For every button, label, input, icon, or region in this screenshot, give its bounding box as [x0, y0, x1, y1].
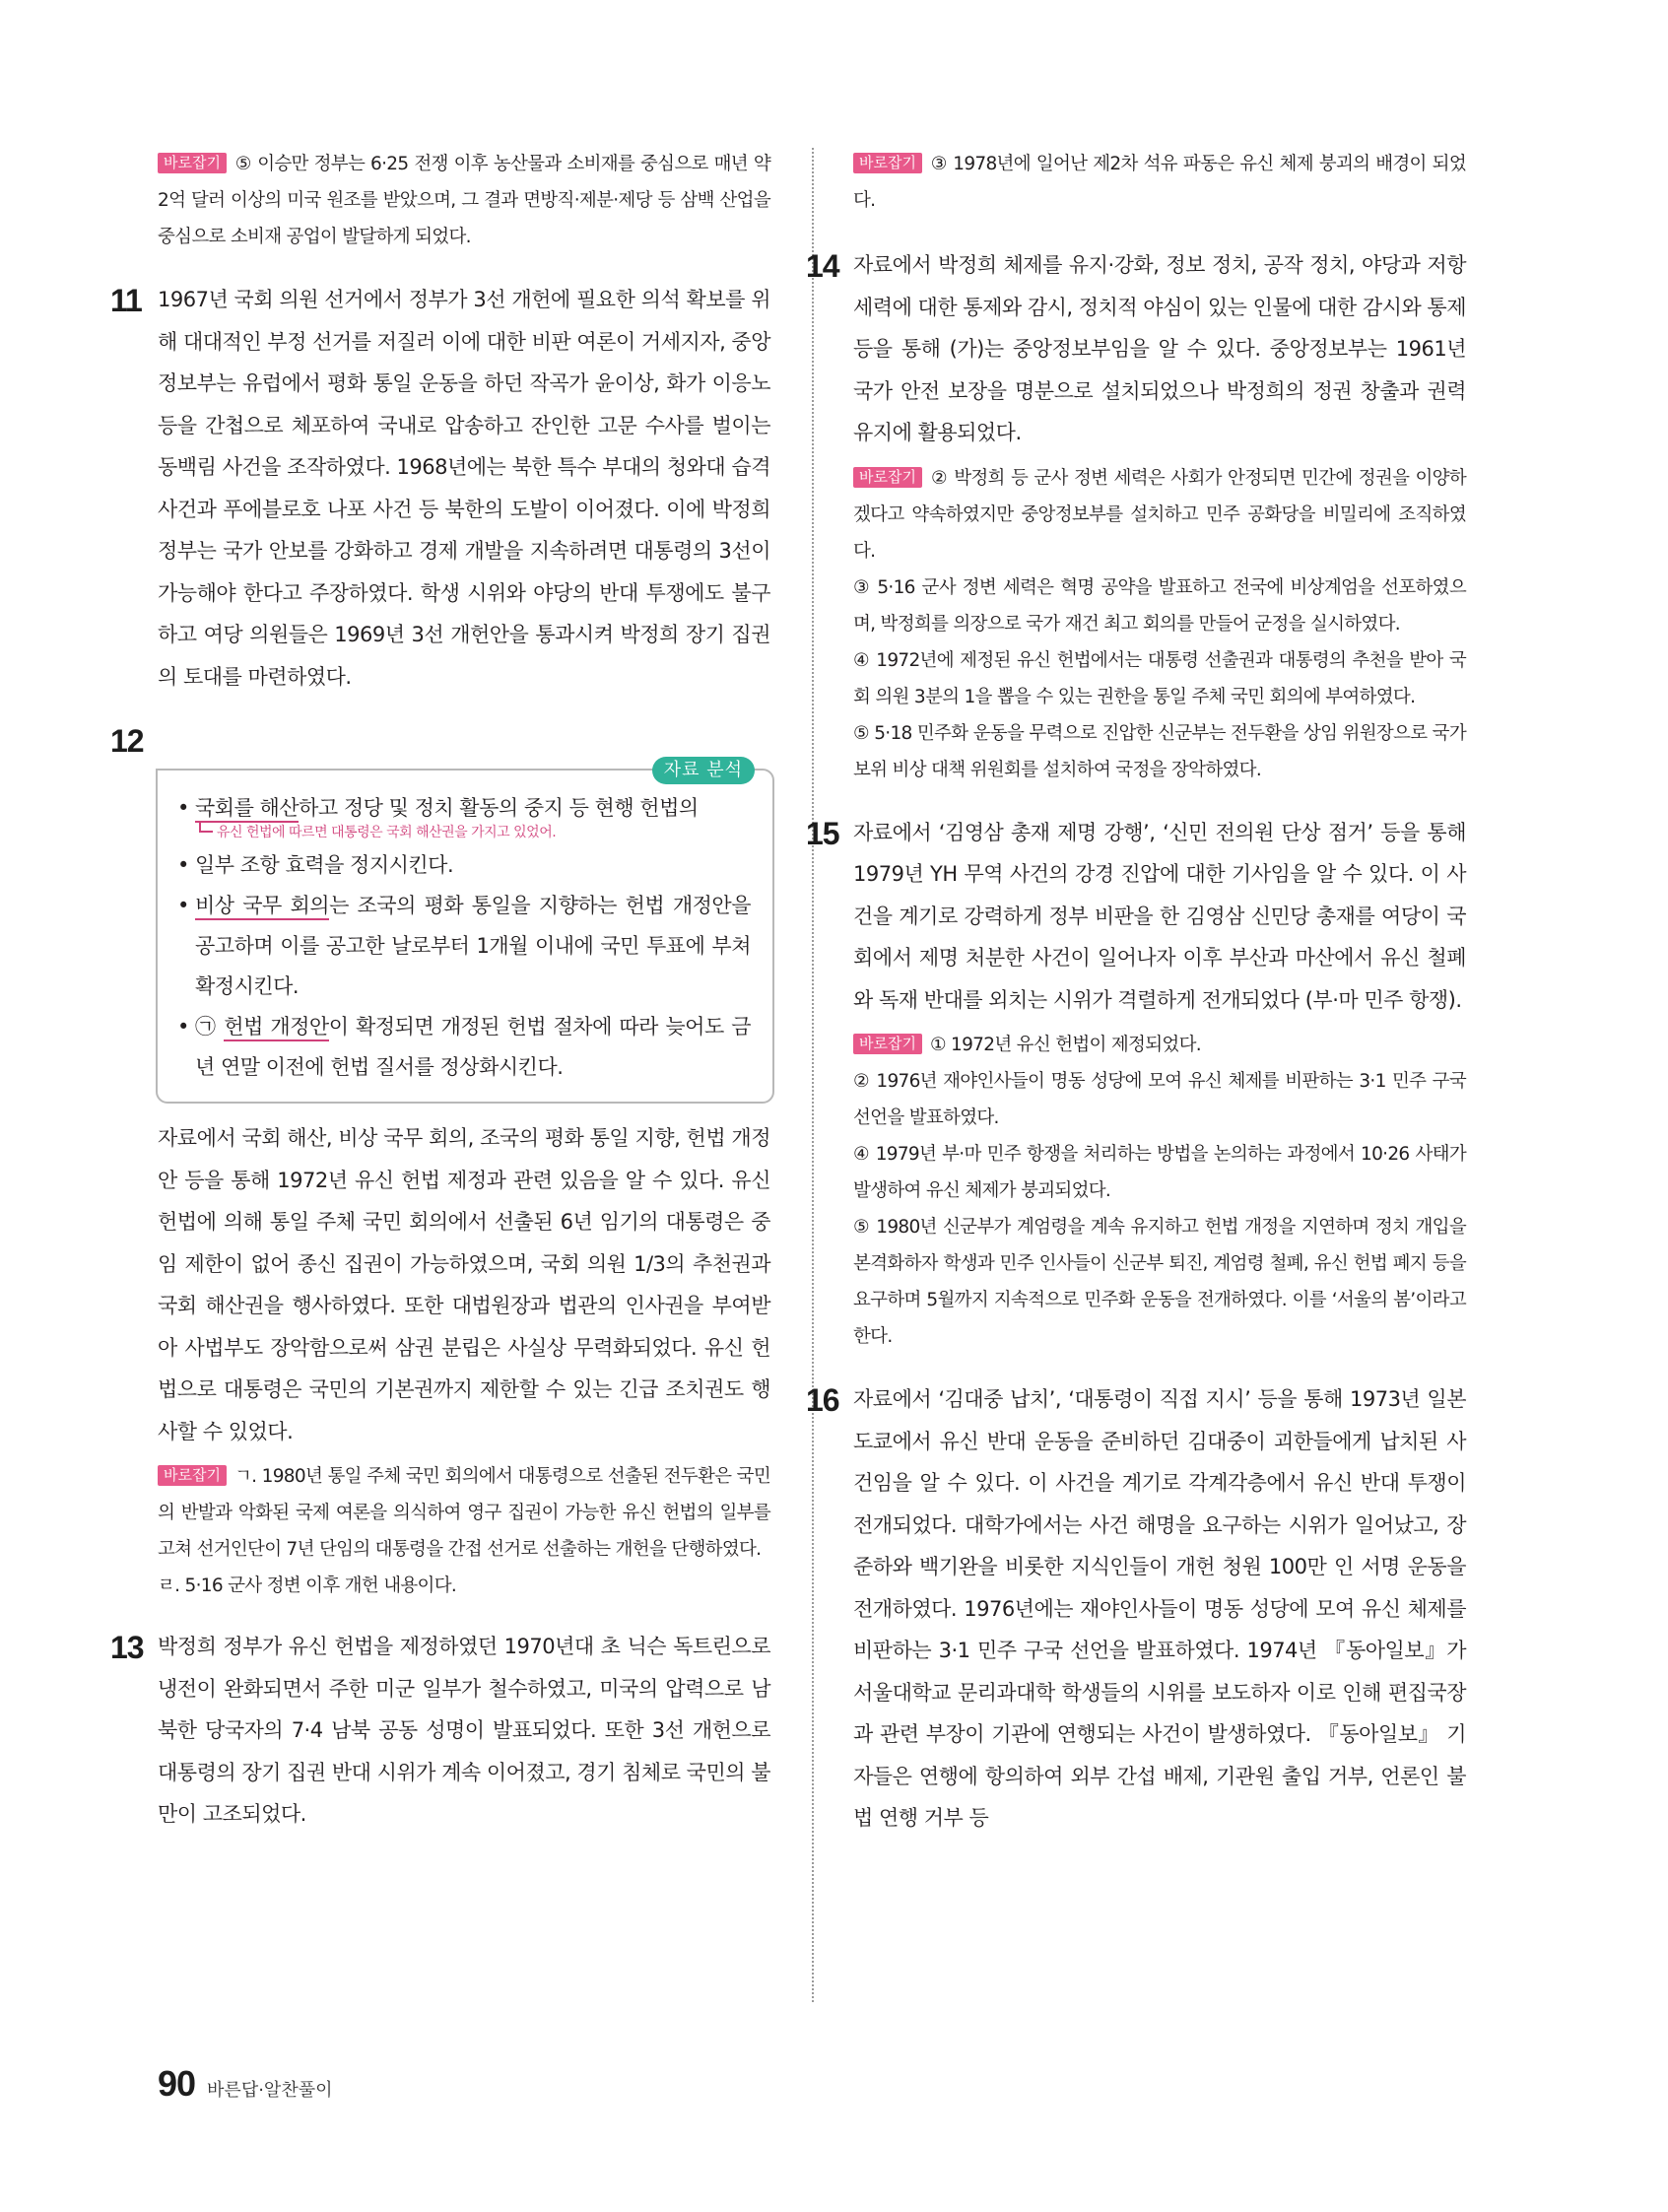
- question-13: [110, 1626, 770, 1836]
- question-15: [806, 812, 1466, 1356]
- solution-q13: [853, 146, 1466, 219]
- bullet-text: 이 확정되면 개정된 헌법 절차에 따라 늦어도 금년 연말 이전에 헌법 질서를 정상화시킨다.: [195, 1015, 752, 1079]
- underline-dissolve-assembly: 국회를 해산: [195, 796, 299, 823]
- question-11: [110, 279, 770, 698]
- question-number: 16: [806, 1382, 839, 1418]
- source-material-box: [156, 760, 774, 1104]
- solution-text: ③ 5·16 군사 정변 세력은 혁명 공약을 발표하고 전국에 비상계엄을 선포하였으며, 박정희를 의장으로 국가 재건 최고 회의를 만들어 군정을 실시하였다.: [853, 576, 1466, 635]
- solution-text: ② 1976년 재야인사들이 명동 성당에 모여 유신 체제를 비판하는 3·1 민주 구국 선언을 발표하였다.: [853, 1071, 1466, 1128]
- page-footer: [158, 2063, 332, 2105]
- bullet-text: 일부 조항 효력을 정지시킨다.: [195, 853, 454, 877]
- handwritten-note: 유신 헌법에 따르면 대통령은 국회 해산권을 가지고 있었어.: [199, 821, 751, 843]
- solution-text: ① 1972년 유신 헌법이 제정되었다.: [929, 1035, 1201, 1055]
- explanation-text: 자료에서 국회 해산, 비상 국무 회의, 조국의 평화 통일 지향, 헌법 개정안 등을 통해 1972년 유신 헌법 제정과 관련 있음을 알 수 있다. 유신 헌법에 의해 통일 주체 국민 회의에서 선출된 6년 임기의 대통령은 중임 제한이 없어 종신 집권이 가능하였으며, 국회 의원 1/3의 추천권과 국회 해산권을 행사하였다. 또한 대법원장과 법관의 인사권을 부여받아 사법부도 장악함으로써 삼권 분립은 사실상 무력화되었다. 유신 헌법으로 대통령은 국민의 기본권까지 제한할 수 있는 긴급 조치권도 행사할 수 있었다.: [158, 1126, 770, 1443]
- bullet-text: 는 조국의 평화 통일을 지향하는 헌법 개정안을 공고하며 이를 공고한 날로부터 1개월 이내에 국민 투표에 부쳐 확정시킨다.: [195, 894, 751, 998]
- explanation-text: 박정희 정부가 유신 헌법을 제정하였던 1970년대 초 닉슨 독트린으로 냉전이 완화되면서 주한 미군 일부가 철수하였고, 미국의 압력으로 남북한 당국자의 7·4 남북 공동 성명이 발표되었다. 또한 3선 개헌으로 대통령의 장기 집권 반대 시위가 계속 이어졌고, 경기 침체로 국민의 불만이 고조되었다.: [158, 1635, 770, 1826]
- solution-text: ④ 1979년 부·마 민주 항쟁을 처리하는 방법을 논의하는 과정에서 10·26 사태가 발생하여 유신 체제가 붕괴되었다.: [853, 1144, 1466, 1201]
- solution-text: ② 박정희 등 군사 정변 세력은 사회가 안정되면 민간에 정권을 이양하겠다고 약속하였지만 중앙정보부를 설치하고 민주 공화당을 비밀리에 조직하였다.: [853, 467, 1466, 562]
- source-bullet-3: [177, 1007, 751, 1088]
- correction-badge: 바로잡기: [853, 467, 922, 488]
- explanation-text: 자료에서 박정희 체제를 유지·강화, 정보 정치, 공작 정치, 야당과 저항 세력에 대한 통제와 감시, 정치적 야심이 있는 인물에 대한 감시와 통제 등을 통해 (가)는 중앙정보부임을 알 수 있다. 중앙정보부는 1961년 국가 안전 보장을 명분으로 설치되었으나 박정희의 정권 창출과 권력 유지에 활용되었다.: [853, 253, 1466, 444]
- page-number: 90: [158, 2063, 196, 2104]
- solution-text: ⑤ 1980년 신군부가 계엄령을 계속 유지하고 헌법 개정을 지연하며 정치 개입을 본격화하자 학생과 민주 인사들이 신군부 퇴진, 계엄령 철폐, 유신 헌법 폐지 등을 요구하며 5월까지 지속적으로 민주화 운동을 전개하였다. 이를 ‘서울의 봄’이라고 한다.: [853, 1217, 1466, 1347]
- left-column: [110, 146, 770, 1836]
- question-number: 15: [806, 815, 839, 851]
- source-bullet-1: [177, 788, 751, 829]
- bullet-marker: ㉠: [195, 1015, 225, 1039]
- solution-q14: [853, 460, 1466, 788]
- correction-badge: 바로잡기: [158, 1465, 227, 1486]
- question-number: 11: [110, 283, 142, 318]
- right-column: [806, 146, 1466, 1840]
- explanation-text: 1967년 국회 의원 선거에서 정부가 3선 개헌에 필요한 의석 확보를 위해 대대적인 부정 선거를 저질러 이에 대한 비판 여론이 거세지자, 중앙정보부는 유럽에서 평화 통일 운동을 하던 작곡가 윤이상, 화가 이응노 등을 간첩으로 체포하여 국내로 압송하고 잔인한 고문 수사를 벌이는 동백림 사건을 조작하였다. 1968년에는 북한 특수 부대의 청와대 습격 사건과 푸에블로호 나포 사건 등 북한의 도발이 이어졌다. 이에 박정희 정부는 국가 안보를 강화하고 경제 개발을 지속하려면 대통령의 3선이 가능해야 한다고 주장하였다. 학생 시위와 야당의 반대 투쟁에도 불구하고 여당 의원들은 1969년 3선 개헌안을 통과시켜 박정희 장기 집권의 토대를 마련하였다.: [158, 288, 770, 689]
- solution-text: ⑤ 이승만 정부는 6·25 전쟁 이후 농산물과 소비재를 중심으로 매년 약 2억 달러 이상의 미국 원조를 받았으며, 그 결과 면방직·제분·제당 등 삼백 산업을 중심으로 소비재 공업이 발달하게 되었다.: [158, 154, 770, 247]
- bullet-text: 하고 정당 및 정치 활동의 중지 등 현행 헌법의: [299, 796, 699, 820]
- book-title: 바른답·알찬풀이: [207, 2080, 333, 2101]
- underline-emergency-cabinet: 비상 국무 회의: [195, 894, 329, 920]
- solution-q10: [158, 146, 770, 255]
- solution-text: ㄹ. 5·16 군사 정변 이후 개헌 내용이다.: [158, 1575, 457, 1596]
- data-analysis-tag: 자료 분석: [652, 757, 755, 784]
- correction-badge: 바로잡기: [853, 1034, 922, 1054]
- column-divider: [812, 148, 814, 2002]
- correction-badge: 바로잡기: [853, 153, 922, 173]
- solution-text: ⑤ 5·18 민주화 운동을 무력으로 진압한 신군부는 전두환을 상임 위원장으로 국가 보위 비상 대책 위원회를 설치하여 국정을 장악하였다.: [853, 722, 1466, 780]
- question-16: [806, 1378, 1466, 1840]
- solution-text: ④ 1972년에 제정된 유신 헌법에서는 대통령 선출권과 대통령의 추천을 받아 국회 의원 3분의 1을 뽑을 수 있는 권한을 통일 주체 국민 회의에 부여하였다.: [853, 649, 1466, 707]
- question-number: 12: [110, 723, 144, 759]
- underline-amendment: 헌법 개정안: [224, 1015, 328, 1041]
- explanation-text: 자료에서 ‘김영삼 총재 제명 강행’, ‘신민 전의원 단상 점거’ 등을 통해 1979년 YH 무역 사건의 강경 진압에 대한 기사임을 알 수 있다. 이 사건을 계기로 강력하게 정부 비판을 한 김영삼 신민당 총재를 여당이 국회에서 제명 처분한 사건이 일어나자 이후 부산과 마산에서 유신 철폐와 독재 반대를 외치는 시위가 격렬하게 전개되었다 (부·마 민주 항쟁).: [853, 820, 1466, 1012]
- correction-badge: 바로잡기: [158, 153, 227, 173]
- solution-text: ㄱ. 1980년 통일 주체 국민 회의에서 대통령으로 선출된 전두환은 국민의 반발과 악화된 국제 여론을 의식하여 영구 집권이 가능한 유신 헌법의 일부를 고쳐 선거인단이 7년 단임의 대통령을 간접 선거로 선출하는 개헌을 단행하였다.: [158, 1466, 770, 1560]
- question-12: [110, 719, 770, 1604]
- source-bullet-1-cont: [177, 845, 751, 886]
- solution-q12: [158, 1458, 770, 1604]
- explanation-text: 자료에서 ‘김대중 납치’, ‘대통령이 직접 지시’ 등을 통해 1973년 일본 도쿄에서 유신 반대 운동을 준비하던 김대중이 괴한들에게 납치된 사건임을 알 수 있다. 이 사건을 계기로 각계각층에서 유신 반대 투쟁이 전개되었다. 대학가에서는 사건 해명을 요구하는 시위가 일어났고, 장준하와 백기완을 비롯한 지식인들이 개헌 청원 100만 인 서명 운동을 전개하였다. 1976년에는 재야인사들이 명동 성당에 모여 유신 체제를 비판하는 3·1 민주 구국 선언을 발표하였다. 1974년 『동아일보』가 서울대학교 문리과대학 학생들의 시위를 보도하자 이로 인해 편집국장과 관련 부장이 기관에 연행되는 사건이 발생하였다. 『동아일보』 기자들은 연행에 항의하여 외부 간섭 배제, 기관원 출입 거부, 언론인 불법 연행 거부 등: [853, 1387, 1466, 1830]
- source-bullet-2: [177, 886, 751, 1007]
- solution-q15: [853, 1027, 1466, 1355]
- question-14: [806, 244, 1466, 788]
- solution-text: ③ 1978년에 일어난 제2차 석유 파동은 유신 체제 붕괴의 배경이 되었다.: [853, 154, 1466, 211]
- question-number: 14: [806, 248, 839, 284]
- question-number: 13: [110, 1630, 144, 1665]
